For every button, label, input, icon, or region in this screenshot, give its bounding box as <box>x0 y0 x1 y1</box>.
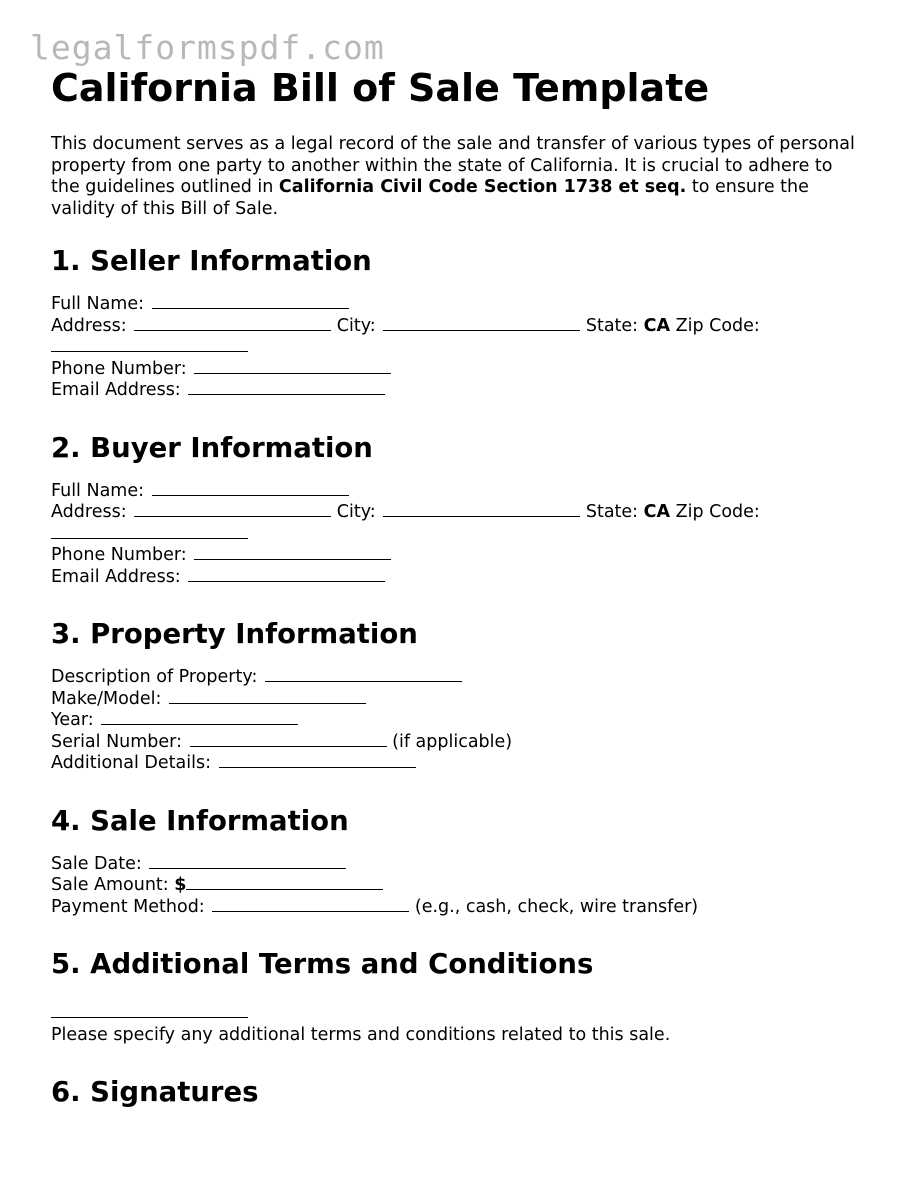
intro-paragraph <box>51 134 866 220</box>
field-label: Serial Number: <box>51 731 182 752</box>
property-make-model-field[interactable] <box>169 689 366 704</box>
property-section <box>51 617 871 775</box>
buyer-full-name-field[interactable] <box>152 481 349 496</box>
property-fields <box>51 667 871 775</box>
buyer-address-row <box>51 502 871 545</box>
property-serial-field[interactable] <box>190 732 387 747</box>
sale-heading: 4. Sale Information <box>51 804 349 837</box>
terms-note: Please specify any additional terms and conditions related to this sale. <box>51 1024 671 1045</box>
field-label: Full Name: <box>51 480 145 501</box>
currency-symbol: $ <box>174 875 187 895</box>
terms-heading: 5. Additional Terms and Conditions <box>51 948 594 980</box>
property-additional-field[interactable] <box>219 753 416 768</box>
field-label: City: <box>336 502 376 522</box>
seller-address-row <box>51 316 871 359</box>
civil-code-reference: California Civil Code Section 1738 et seq. <box>278 177 687 197</box>
buyer-zip-field[interactable] <box>51 524 248 539</box>
document-body <box>51 64 871 1109</box>
property-year-row <box>51 710 871 732</box>
payment-method-row <box>51 897 871 919</box>
buyer-email-field[interactable] <box>188 567 385 582</box>
terms-section <box>51 947 871 1046</box>
signatures-heading: 6. Signatures <box>51 1076 259 1108</box>
seller-full-name-field[interactable] <box>152 294 349 309</box>
field-label: Phone Number: <box>51 358 187 379</box>
sale-date-row <box>51 854 871 876</box>
field-label: Sale Amount: <box>51 875 169 895</box>
sale-section <box>51 804 871 919</box>
serial-note: (if applicable) <box>392 731 513 752</box>
field-label: Description of Property: <box>51 667 258 687</box>
seller-email-row <box>51 380 871 402</box>
watermark: legalformspdf.com <box>30 28 385 67</box>
terms-fields <box>51 1003 871 1046</box>
property-description-row <box>51 667 871 689</box>
field-label: Zip Code: <box>675 315 760 336</box>
signatures-section <box>51 1075 871 1109</box>
field-label: Email Address: <box>51 380 181 400</box>
seller-phone-row <box>51 359 871 381</box>
seller-heading: 1. Seller Information <box>51 245 372 277</box>
property-make-model-row <box>51 689 871 711</box>
field-label: Phone Number: <box>51 545 187 565</box>
property-additional-row <box>51 753 871 775</box>
field-label: State: <box>585 502 639 522</box>
payment-method-field[interactable] <box>212 897 409 912</box>
field-label: Full Name: <box>51 294 145 314</box>
terms-row <box>51 1003 871 1025</box>
seller-email-field[interactable] <box>188 380 385 395</box>
buyer-city-field[interactable] <box>383 502 580 517</box>
field-label: Make/Model: <box>51 688 162 709</box>
buyer-full-name-row <box>51 481 871 503</box>
field-label: City: <box>336 315 376 336</box>
seller-state-value: CA <box>643 315 671 336</box>
buyer-fields <box>51 481 871 589</box>
intro-text-1: This document serves as a legal record of the sale and transfer of various types of personal property from one party to another within the state of California. It is crucial to adhere to the guidelines outlined in <box>51 134 855 197</box>
field-label: State: <box>585 315 639 336</box>
seller-zip-field[interactable] <box>51 337 248 352</box>
page-title: California Bill of Sale Template <box>51 66 710 110</box>
payment-method-note: (e.g., cash, check, wire transfer) <box>414 896 699 917</box>
field-label: Payment Method: <box>51 896 205 917</box>
field-label: Zip Code: <box>675 502 760 522</box>
field-label: Additional Details: <box>51 753 211 773</box>
seller-full-name-row <box>51 294 871 316</box>
sale-date-field[interactable] <box>149 854 346 869</box>
buyer-phone-field[interactable] <box>194 545 391 560</box>
seller-address-field[interactable] <box>134 316 331 331</box>
buyer-address-field[interactable] <box>134 502 331 517</box>
seller-fields <box>51 294 871 402</box>
intro-text-2: to ensure the validity of this Bill of Sale. <box>51 177 809 219</box>
property-year-field[interactable] <box>101 710 298 725</box>
terms-field[interactable] <box>51 1003 248 1018</box>
field-label: Sale Date: <box>51 853 142 874</box>
buyer-email-row <box>51 567 871 589</box>
sale-amount-row <box>51 875 871 897</box>
buyer-heading: 2. Buyer Information <box>51 431 373 464</box>
sale-fields <box>51 854 871 919</box>
field-label: Email Address: <box>51 566 181 587</box>
property-heading: 3. Property Information <box>51 618 418 650</box>
seller-section <box>51 244 871 402</box>
seller-city-field[interactable] <box>383 316 580 331</box>
buyer-phone-row <box>51 545 871 567</box>
property-description-field[interactable] <box>265 667 462 682</box>
field-label: Year: <box>51 710 94 730</box>
field-label: Address: <box>51 315 127 336</box>
buyer-section <box>51 431 871 589</box>
property-serial-row <box>51 732 871 754</box>
seller-phone-field[interactable] <box>194 359 391 374</box>
buyer-state-value: CA <box>643 502 671 522</box>
field-label: Address: <box>51 502 127 522</box>
sale-amount-field[interactable] <box>186 875 383 890</box>
